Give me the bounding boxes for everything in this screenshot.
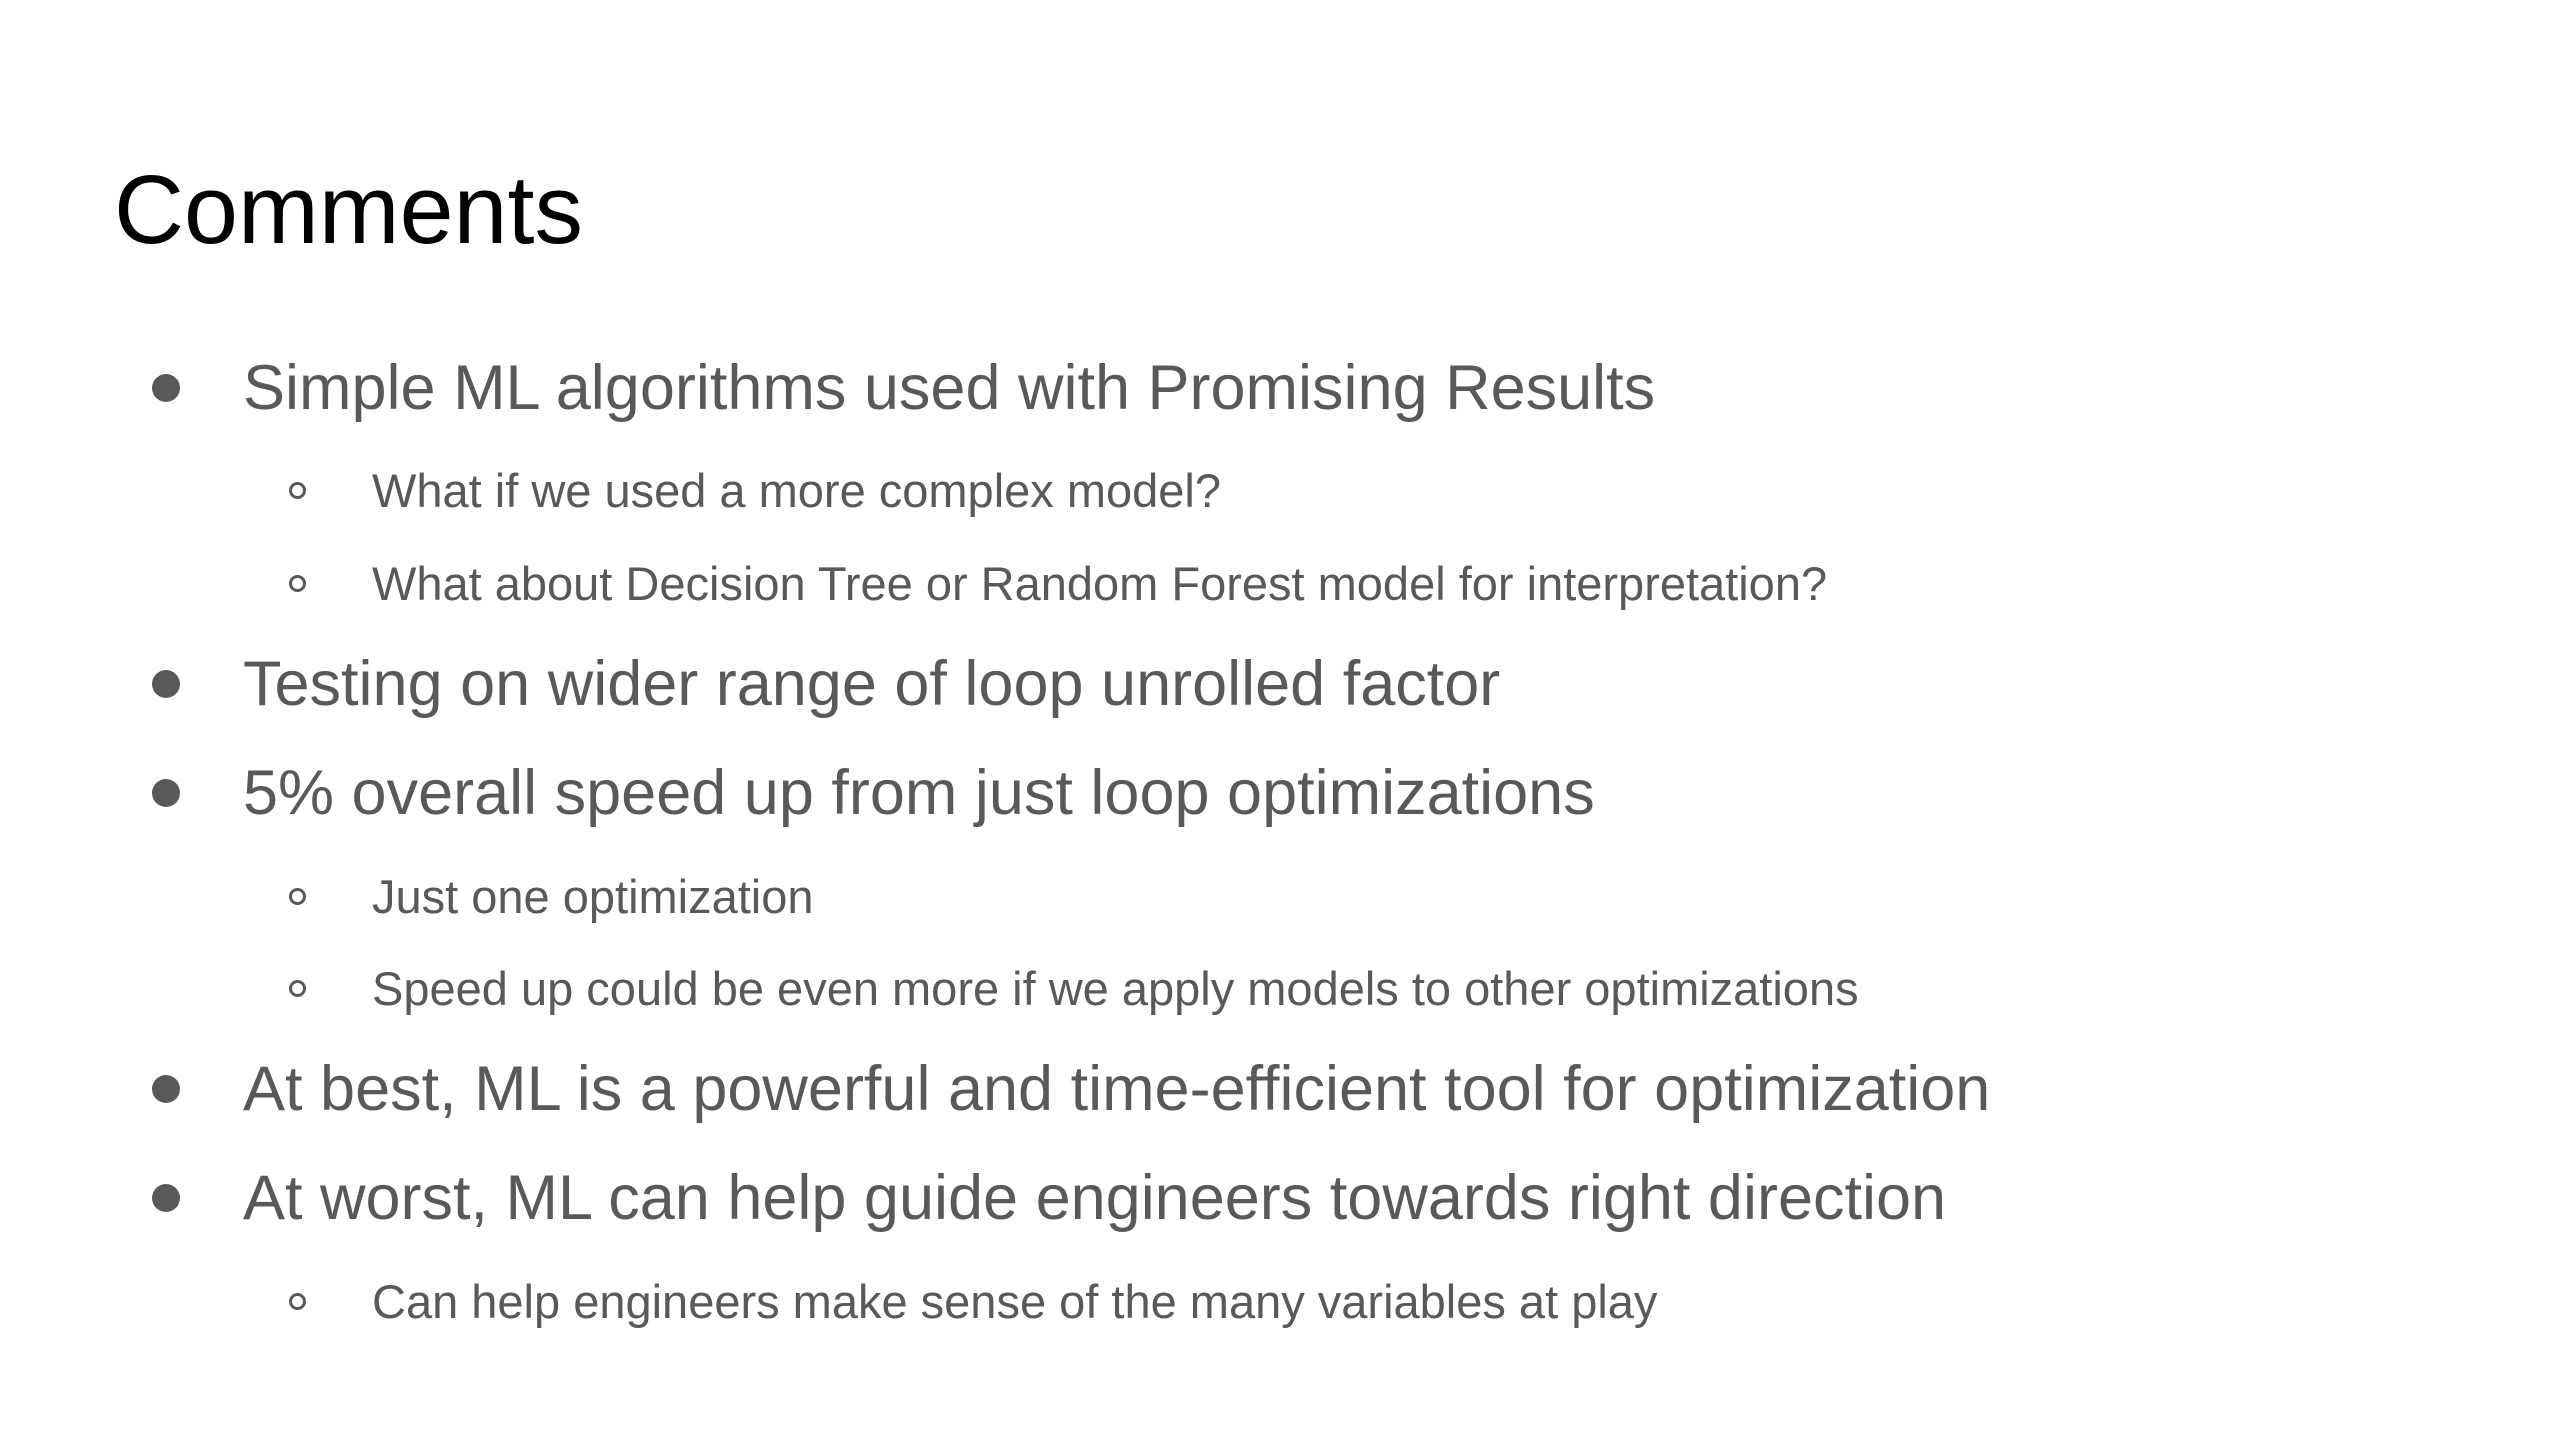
sub-bullet-item (0, 1251, 2400, 1351)
hollow-circle-bullet-icon (282, 938, 312, 1038)
sub-bullet-text: Just one optimization (372, 869, 814, 923)
bullet-text: At worst, ML can help guide engineers towards right direction (243, 1162, 1947, 1233)
sub-bullet-text: What if we used a more complex model? (372, 463, 1221, 517)
sub-bullet-item (0, 938, 2400, 1038)
hollow-circle-bullet-icon (282, 440, 312, 540)
sub-bullet-text: Can help engineers make sense of the many variables at play (372, 1274, 1658, 1328)
bullet-item (0, 338, 2400, 438)
sub-bullet-item (0, 440, 2400, 540)
bullet-text: Simple ML algorithms used with Promising Results (243, 352, 1656, 423)
bullet-item (0, 1148, 2400, 1248)
bullet-text: Testing on wider range of loop unrolled factor (243, 648, 1501, 719)
slide-title: Comments (114, 155, 583, 264)
hollow-circle-bullet-icon (282, 533, 312, 633)
sub-bullet-item (0, 846, 2400, 946)
filled-circle-bullet-icon (144, 338, 188, 438)
filled-circle-bullet-icon (144, 1039, 188, 1139)
filled-circle-bullet-icon (144, 743, 188, 843)
bullet-item (0, 743, 2400, 843)
filled-circle-bullet-icon (144, 1148, 188, 1248)
bullet-item (0, 634, 2400, 734)
filled-circle-bullet-icon (144, 634, 188, 734)
sub-bullet-item (0, 533, 2400, 633)
hollow-circle-bullet-icon (282, 846, 312, 946)
sub-bullet-text: What about Decision Tree or Random Forest model for interpretation? (372, 556, 1828, 610)
sub-bullet-text: Speed up could be even more if we apply models to other optimizations (372, 961, 1859, 1015)
bullet-item (0, 1039, 2400, 1139)
bullet-text: 5% overall speed up from just loop optimizations (243, 757, 1595, 828)
hollow-circle-bullet-icon (282, 1251, 312, 1351)
bullet-text: At best, ML is a powerful and time-efficient tool for optimization (243, 1053, 1991, 1124)
